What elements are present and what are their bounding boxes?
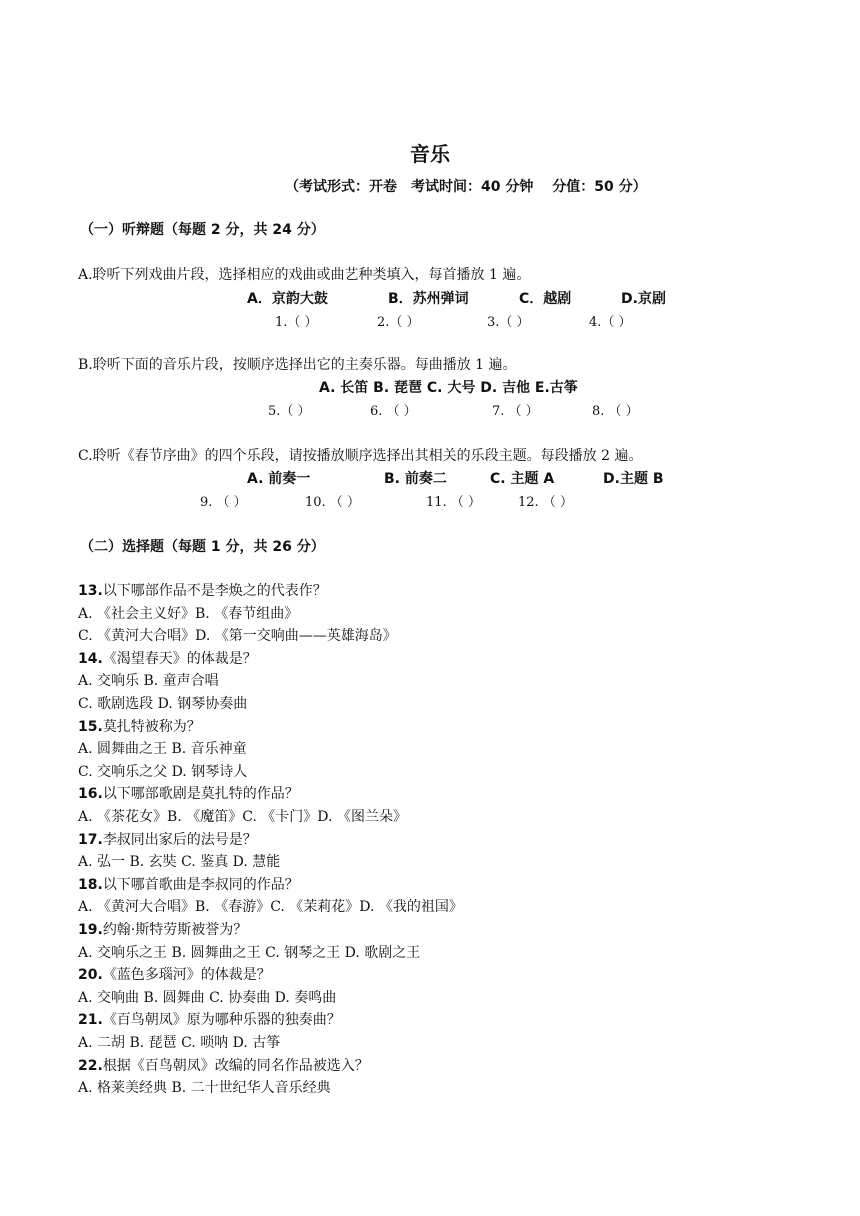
- answer-blank[interactable]: 3.（ ）: [487, 315, 530, 330]
- question-text: 李叔同出家后的法号是？: [102, 831, 257, 848]
- question-item: [78, 1055, 369, 1075]
- answer-options[interactable]: A. 弘一 B. 玄奘 C. 鉴真 D. 慧能: [78, 854, 281, 871]
- answer-blank[interactable]: 9. （ ）: [200, 495, 247, 510]
- answer-options[interactable]: A. 交响乐 B. 童声合唱: [78, 673, 219, 690]
- question-number: 14.: [78, 650, 103, 667]
- question-item: [78, 783, 299, 803]
- answer-options[interactable]: C. 交响乐之父 D. 钢琴诗人: [78, 763, 248, 780]
- question-number: 19.: [78, 922, 103, 938]
- question-text: 以下哪部歌剧是莫扎特的作品？: [102, 786, 299, 803]
- answer-blank[interactable]: 12. （ ）: [518, 495, 573, 510]
- question-item: [78, 580, 327, 600]
- answer-blank[interactable]: 8. （ ）: [592, 404, 639, 419]
- question-number: 13.: [78, 583, 103, 599]
- question-number: 18.: [78, 876, 103, 893]
- question-number: 16.: [78, 786, 103, 803]
- question-item: [78, 874, 299, 894]
- section-heading-choice: （二）选择题（每题 1 分，共 26 分）: [80, 539, 325, 555]
- question-item: [78, 648, 257, 668]
- part-a-option: D.京剧: [621, 291, 666, 307]
- part-b-options: A. 长笛 B. 琵琶 C. 大号 D. 吉他 E.古筝: [319, 380, 578, 396]
- question-number: 20.: [78, 967, 103, 984]
- question-text: 莫扎特被称为？: [102, 718, 201, 735]
- answer-options[interactable]: C. 《黄河大合唱》D. 《第一交响曲——英雄海岛》: [78, 628, 397, 645]
- answer-options[interactable]: A. 二胡 B. 琵琶 C. 唢呐 D. 古筝: [78, 1035, 281, 1051]
- question-text: 《蓝色多瑙河》的体裁是？: [102, 967, 271, 984]
- section-heading-listening: （一）听辩题（每题 2 分，共 24 分）: [80, 222, 325, 238]
- question-text: 《百鸟朝凤》原为哪种乐器的独奏曲？: [102, 1012, 341, 1029]
- part-a-instruction: A.聆听下列戏曲片段，选择相应的戏曲或曲艺种类填入，每首播放 1 遍。: [78, 267, 531, 283]
- part-a-option: A．京韵大鼓: [247, 291, 328, 307]
- part-c-option: A. 前奏一: [247, 471, 311, 487]
- question-item: [78, 716, 201, 736]
- question-number: 17.: [78, 831, 103, 848]
- answer-options[interactable]: A. 《社会主义好》B. 《春节组曲》: [78, 605, 299, 622]
- answer-blank[interactable]: 4.（ ）: [589, 315, 632, 330]
- page-title: 音乐: [410, 142, 450, 166]
- part-c-option: D.主题 B: [603, 471, 664, 487]
- answer-options[interactable]: A. 交响乐之王 B. 圆舞曲之王 C. 钢琴之王 D. 歌剧之王: [78, 944, 421, 961]
- question-text: 以下哪部作品不是李焕之的代表作？: [102, 583, 327, 599]
- part-c-option: C. 主题 A: [490, 471, 555, 487]
- answer-options[interactable]: C. 歌剧选段 D. 钢琴协奏曲: [78, 696, 248, 712]
- question-text: 根据《百鸟朝凤》改编的同名作品被选入？: [102, 1057, 369, 1074]
- answer-options[interactable]: A. 《黄河大合唱》B. 《春游》C. 《茉莉花》D. 《我的祖国》: [78, 899, 463, 916]
- part-a-option: B．苏州弹词: [388, 291, 469, 307]
- question-item: [78, 1009, 341, 1029]
- answer-options[interactable]: A. 格莱美经典 B. 二十世纪华人音乐经典: [78, 1080, 331, 1097]
- question-item: [78, 964, 271, 984]
- question-text: 约翰·斯特劳斯被誉为？: [102, 922, 248, 938]
- answer-blank[interactable]: 7. （ ）: [492, 404, 539, 419]
- question-number: 22.: [78, 1057, 103, 1074]
- answer-blank[interactable]: 5.（ ）: [268, 404, 311, 419]
- answer-options[interactable]: A. 交响曲 B. 圆舞曲 C. 协奏曲 D. 奏鸣曲: [78, 989, 337, 1006]
- answer-blank[interactable]: 10. （ ）: [305, 495, 360, 510]
- question-text: 以下哪首歌曲是李叔同的作品？: [102, 876, 299, 893]
- exam-info: （考试形式：开卷 考试时间：40 分钟 分值：50 分）: [285, 179, 647, 195]
- answer-blank[interactable]: 1.（ ）: [275, 315, 318, 330]
- part-a-option: C．越剧: [519, 291, 572, 307]
- answer-options[interactable]: A. 《茶花女》B. 《魔笛》C. 《卡门》D. 《图兰朵》: [78, 809, 407, 825]
- question-item: [78, 919, 247, 939]
- part-c-option: B. 前奏二: [384, 471, 447, 487]
- part-b-instruction: B.聆听下面的音乐片段，按顺序选择出它的主奏乐器。每曲播放 1 遍。: [78, 357, 517, 373]
- question-number: 15.: [78, 718, 103, 735]
- answer-blank[interactable]: 11. （ ）: [426, 495, 481, 510]
- part-c-instruction: C.聆听《春节序曲》的四个乐段，请按播放顺序选择出其相关的乐段主题。每段播放 2 遍。: [78, 448, 643, 464]
- question-number: 21.: [78, 1012, 103, 1029]
- answer-blank[interactable]: 2.（ ）: [377, 315, 420, 330]
- question-text: 《渴望春天》的体裁是？: [102, 650, 257, 667]
- question-item: [78, 829, 257, 849]
- answer-blank[interactable]: 6. （ ）: [370, 404, 417, 419]
- answer-options[interactable]: A. 圆舞曲之王 B. 音乐神童: [78, 741, 247, 758]
